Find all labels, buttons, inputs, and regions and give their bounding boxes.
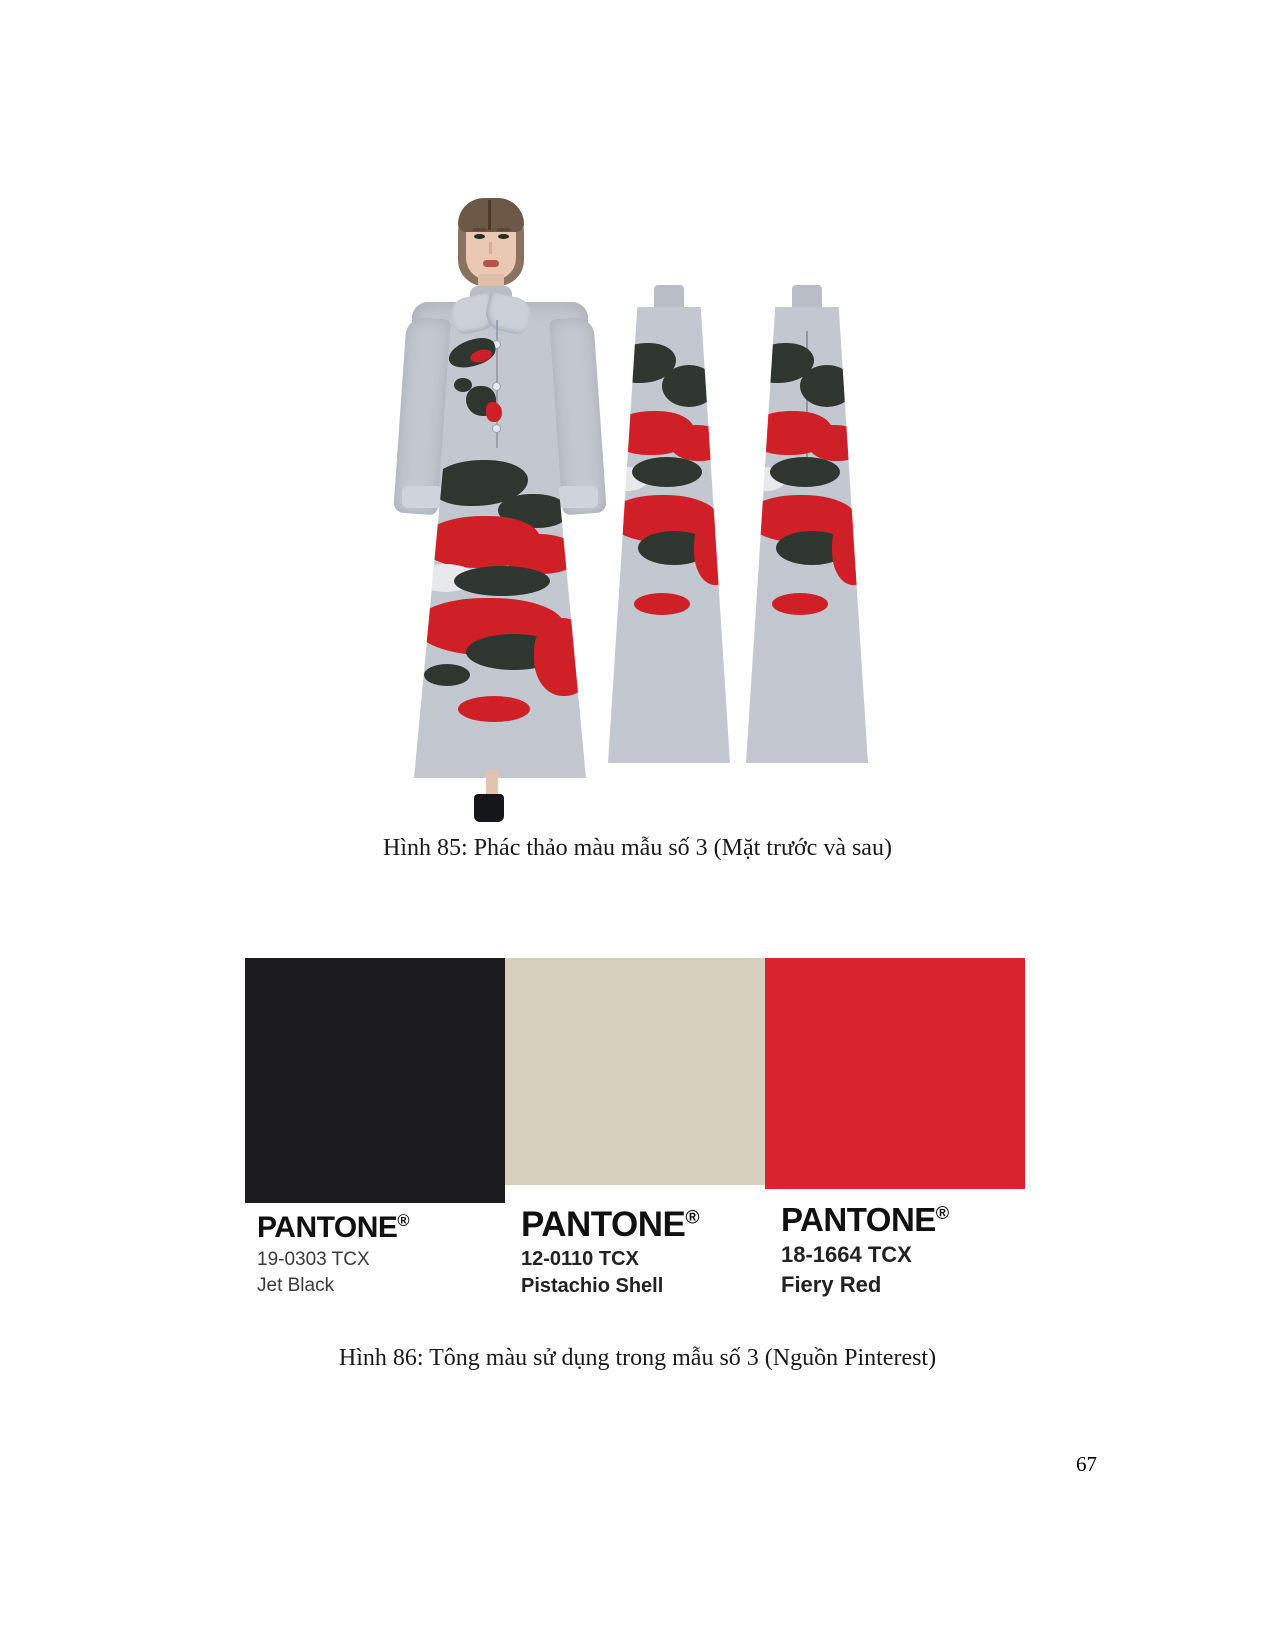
flat-motif-red — [694, 515, 730, 585]
page-number: 67 — [1076, 1452, 1097, 1476]
hair-front — [458, 198, 524, 232]
registered-mark-icon: ® — [397, 1212, 410, 1230]
pantone-brand: PANTONE® — [521, 1205, 700, 1244]
flat-motif-black — [662, 365, 716, 407]
eye-left — [474, 234, 485, 239]
skirt-motif-red — [534, 618, 586, 696]
pantone-name: Jet Black — [257, 1275, 335, 1296]
mouth — [483, 260, 499, 267]
pantone-swatch-jet-black — [245, 958, 505, 1298]
pantone-code: 12-0110 TCX — [521, 1248, 639, 1270]
skirt-motif-red — [458, 696, 530, 722]
flat-motif-black — [800, 365, 854, 407]
pantone-label — [505, 1185, 765, 1298]
model-front-view — [400, 190, 600, 805]
flat-motif-red — [832, 515, 868, 585]
figure-85-caption: Hình 85: Phác thảo màu mẫu số 3 (Mặt trước và sau) — [383, 835, 892, 861]
skirt-motif-black — [424, 664, 470, 686]
pantone-label — [765, 1189, 1025, 1298]
flat-motif-red — [634, 593, 690, 615]
pantone-brand: PANTONE® — [257, 1211, 410, 1244]
hair-part — [488, 200, 491, 230]
jacket-cuff-right — [558, 486, 598, 508]
flat-motif-red — [808, 425, 866, 461]
fashion-illustration — [380, 175, 900, 805]
technical-flat-back — [746, 285, 868, 765]
jacket-button — [492, 424, 501, 433]
pantone-name: Fiery Red — [781, 1272, 882, 1297]
technical-flat-front — [608, 285, 730, 765]
color-chip-fiery-red — [765, 958, 1025, 1189]
eyebrow-right — [497, 228, 510, 231]
nose — [489, 242, 492, 254]
color-chip-pistachio-shell — [505, 958, 765, 1185]
eye-right — [498, 234, 509, 239]
pantone-brand: PANTONE® — [781, 1201, 949, 1238]
skirt-motif-black — [454, 566, 550, 596]
registered-mark-icon: ® — [685, 1207, 700, 1229]
pantone-swatch-pistachio-shell — [505, 958, 765, 1298]
pantone-name: Pistachio Shell — [521, 1275, 664, 1297]
flat-motif-red — [670, 425, 728, 461]
flat-body-back — [746, 307, 868, 763]
flat-motif-black — [770, 457, 840, 487]
pantone-code: 18-1664 TCX — [781, 1242, 912, 1267]
jacket-button — [492, 382, 501, 391]
pantone-code: 19-0303 TCX — [257, 1249, 370, 1270]
pantone-swatch-fiery-red — [765, 958, 1025, 1298]
jacket-cuff-left — [402, 486, 442, 508]
flat-body-front — [608, 307, 730, 763]
figure-85 — [0, 175, 1275, 815]
flat-motif-black — [632, 457, 702, 487]
pantone-palette — [245, 958, 1025, 1298]
eyebrow-left — [473, 228, 486, 231]
jacket-motif-red — [486, 402, 502, 422]
color-chip-jet-black — [245, 958, 505, 1203]
registered-mark-icon: ® — [935, 1203, 949, 1223]
figure-86-caption: Hình 86: Tông màu sử dụng trong mẫu số 3 (Nguồn Pinterest) — [338, 1345, 937, 1371]
shoe — [474, 794, 504, 822]
flat-motif-red — [772, 593, 828, 615]
pantone-label — [245, 1203, 505, 1297]
